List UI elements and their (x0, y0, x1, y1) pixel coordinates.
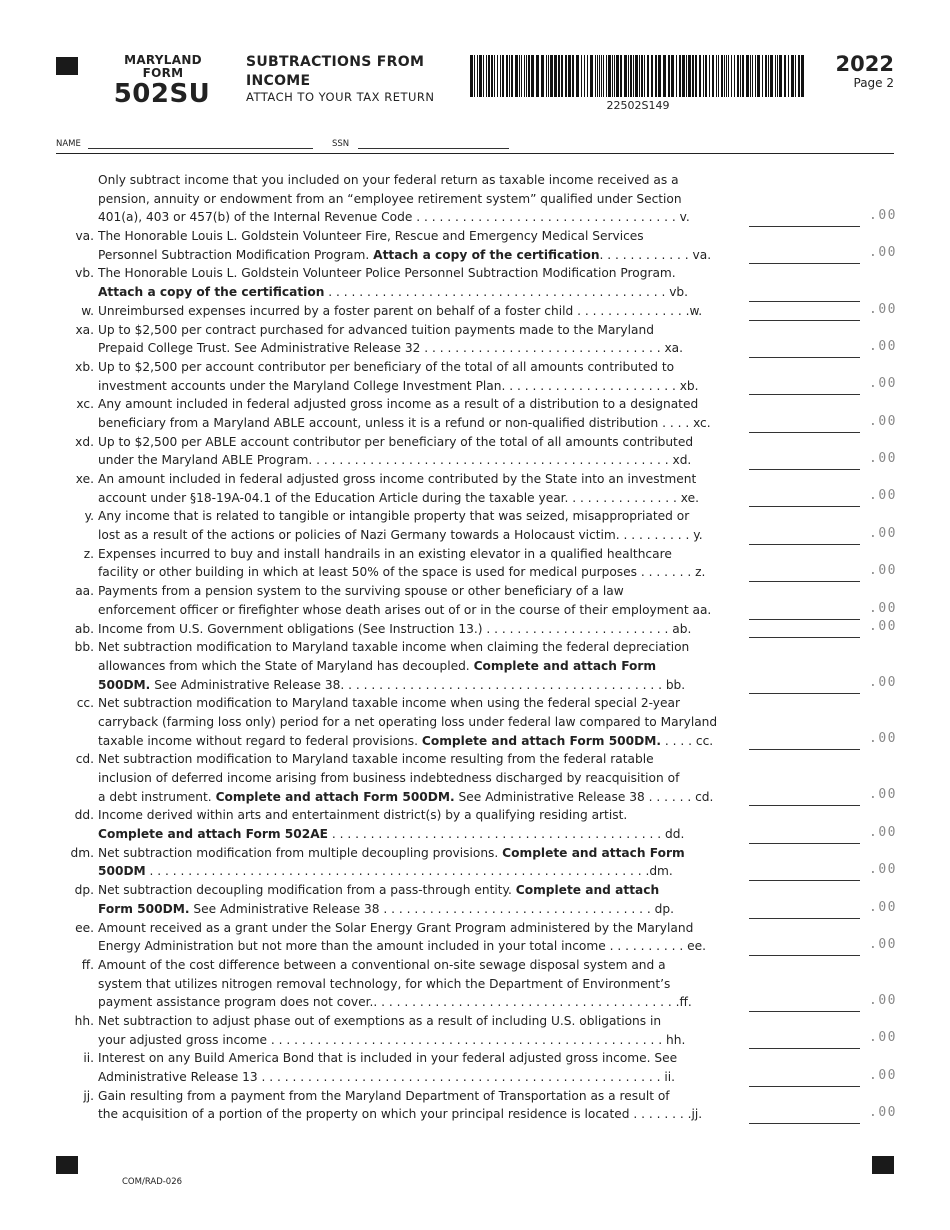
barcode-bar (676, 55, 677, 97)
form-number: 502SU (113, 79, 211, 109)
amount-cents: .00 (869, 600, 897, 616)
barcode-bar (494, 55, 495, 97)
line-label: aa. (75, 584, 94, 599)
line-text-row: Form 500DM. See Administrative Release 38 . . . . . . . . . . . . . . . . . . . . . . . . . . . . . . . . . . . dp. (98, 901, 674, 916)
amount-cents: .00 (869, 619, 897, 635)
barcode-bar (548, 55, 549, 97)
barcode-bar (639, 55, 640, 97)
barcode-bar (497, 55, 498, 97)
line-description (98, 395, 748, 432)
line-label: vb. (75, 266, 94, 281)
line-text-row: Only subtract income that you included on your federal return as taxable income received as a (98, 173, 679, 187)
ssn-field[interactable] (358, 148, 509, 149)
subtraction-line (0, 638, 950, 694)
line-description (98, 694, 748, 750)
line-label: ee. (75, 920, 94, 935)
subtraction-line (0, 806, 950, 843)
amount-cents: .00 (869, 899, 897, 915)
subtraction-line (0, 582, 950, 619)
barcode-bar (628, 55, 629, 97)
subtraction-line (0, 620, 950, 639)
tax-year: 2022 (835, 52, 894, 76)
line-description (98, 750, 748, 806)
line-label: cd. (75, 752, 94, 767)
line-text-row: your adjusted gross income . . . . . . . . . . . . . . . . . . . . . . . . . . . . . . . . . . . . . . . . . . . . . . . . . . . hh. (98, 1032, 686, 1047)
barcode-bar (581, 55, 582, 97)
barcode-bar (788, 55, 789, 97)
barcode-bar (752, 55, 753, 97)
barcode-bar (651, 55, 653, 97)
barcode-bar (791, 55, 794, 97)
line-label: xd. (75, 434, 94, 449)
amount-cents: .00 (869, 992, 897, 1008)
barcode-bar (633, 55, 634, 97)
barcode-bar (740, 55, 741, 97)
barcode-bar (502, 55, 504, 97)
barcode-bar (798, 55, 800, 97)
line-text-row: the acquisition of a portion of the property on which your principal residence is located . . . . . . . .jj. (98, 1107, 703, 1122)
barcode-bar (718, 55, 719, 97)
line-text-row: Energy Administration but not more than the amount included in your total income . . . . . . . . . . ee. (98, 939, 706, 954)
line-text-row: Up to $2,500 per account contributor per beneficiary of the total of all amounts contributed to (98, 359, 675, 374)
line-description (98, 919, 748, 956)
amount-field[interactable] (749, 1123, 860, 1124)
barcode-bar (624, 55, 627, 97)
line-text-row: Income derived within arts and entertainment district(s) by a qualifying residing artist. (98, 808, 628, 823)
subtraction-line (0, 545, 950, 582)
line-text-row: investment accounts under the Maryland College Investment Plan. . . . . . . . . . . . . . . . . . . . . . . xb. (98, 378, 699, 393)
amount-cents: .00 (869, 413, 897, 429)
line-label: ff. (81, 957, 94, 972)
barcode-bar (682, 55, 685, 97)
barcode-bar (726, 55, 727, 97)
barcode-bar (655, 55, 657, 97)
barcode-bar (531, 55, 534, 97)
amount-cents: .00 (869, 563, 897, 579)
amount-cents: .00 (869, 451, 897, 466)
barcode-bar (703, 55, 704, 97)
barcode-bar (668, 55, 670, 97)
barcode-bar (688, 55, 691, 97)
line-text-row: Any income that is related to tangible or intangible property that was seized, misappropriated or (98, 509, 690, 524)
line-text-row: Net subtraction modification from multiple decoupling provisions. Complete and attach Form (98, 845, 685, 860)
barcode-bar (483, 55, 484, 97)
line-text-row: 500DM . . . . . . . . . . . . . . . . . . . . . . . . . . . . . . . . . . . . . . . . . . . . . . . . . . . . . . . . . . . . . . . . .dm. (98, 864, 673, 879)
form-code: COM/RAD-026 (122, 1177, 183, 1187)
line-description (98, 171, 748, 227)
barcode-bar (712, 55, 714, 97)
registration-mark-bottom-right (872, 1156, 894, 1174)
registration-mark-bottom-left (56, 1156, 78, 1174)
form-state-label: MARYLAND FORM (124, 53, 202, 80)
line-label: jj. (83, 1088, 94, 1103)
line-description (98, 507, 748, 544)
line-description (98, 1049, 748, 1086)
line-label: xb. (75, 359, 94, 374)
barcode-bar (521, 55, 522, 97)
line-description (98, 620, 748, 639)
subtraction-line (0, 302, 950, 321)
form-subtitle: ATTACH TO YOUR TAX RETURN (246, 90, 435, 104)
subtraction-line (0, 1049, 950, 1086)
barcode-bar (734, 55, 735, 97)
barcode-bar (620, 55, 622, 97)
line-text-row: carryback (farming loss only) period for a net operating loss under federal law compared to Maryland (98, 714, 718, 729)
subtraction-line (0, 956, 950, 1012)
amount-cents: .00 (869, 525, 897, 541)
line-description (98, 638, 748, 694)
subtraction-line (0, 750, 950, 806)
line-text-row: a debt instrument. Complete and attach Form 500DM. See Administrative Release 38 . . . . . . cd. (98, 789, 714, 804)
barcode-bar (584, 55, 585, 97)
line-description (98, 227, 748, 264)
line-text-row: Gain resulting from a payment from the Maryland Department of Transportation as a result of (98, 1088, 670, 1103)
line-text-row: Personnel Subtraction Modification Program. Attach a copy of the certification. . . . . . . . . . . . va. (98, 247, 712, 262)
line-text-row: The Honorable Louis L. Goldstein Volunteer Fire, Rescue and Emergency Medical Services (98, 229, 644, 244)
line-text-row: An amount included in federal adjusted gross income contributed by the State into an investment (98, 472, 697, 486)
barcode-bar (801, 55, 804, 97)
barcode-bar (731, 55, 732, 97)
subtraction-line (0, 1012, 950, 1049)
header-rule (56, 153, 894, 154)
barcode-bar (644, 55, 645, 97)
line-text-row: account under §18-19A-04.1 of the Education Article during the taxable year. . . . . . . . . . . . . . . xe. (98, 490, 699, 505)
barcode-bar (477, 55, 478, 97)
line-text-row: Payments from a pension system to the surviving spouse or other beneficiary of a law (98, 584, 624, 599)
barcode-bar (479, 55, 482, 97)
line-description (98, 1012, 748, 1049)
line-text-row: lost as a result of the actions or policies of Nazi Germany towards a Holocaust victim. . . . . . . . . . y. (98, 528, 703, 543)
line-label: y. (84, 509, 94, 524)
line-text-row: Income from U.S. Government obligations (See Instruction 13.) . . . . . . . . . . . . . . . . . . . . . . . . ab. (98, 621, 692, 636)
barcode-bar (576, 55, 579, 97)
line-label: xe. (75, 472, 94, 486)
subtraction-line (0, 171, 950, 227)
barcode-bar (486, 55, 487, 97)
barcode-number: 22502S149 (606, 99, 670, 112)
barcode-bar (470, 55, 473, 97)
barcode-bar (474, 55, 475, 97)
barcode-bar (686, 55, 687, 97)
barcode-bar (705, 55, 707, 97)
barcode-bar (663, 55, 666, 97)
line-label: dp. (74, 883, 94, 898)
line-text-row: facility or other building in which at least 50% of the space is used for medical purposes . . . . . . . z. (98, 565, 706, 580)
line-label: cc. (76, 696, 94, 711)
subtraction-line (0, 1087, 950, 1124)
barcode-bar (614, 55, 615, 97)
barcode-bar (572, 55, 574, 97)
amount-cents: .00 (869, 675, 897, 691)
line-text-row: Up to $2,500 per ABLE account contributor per beneficiary of the total of all amounts contributed (98, 434, 694, 449)
barcode-bar (550, 55, 553, 97)
barcode-bar (635, 55, 638, 97)
line-text-row: Prepaid College Trust. See Administrative Release 32 . . . . . . . . . . . . . . . . . . . . . . . . . . . . . . . xa. (98, 341, 683, 356)
barcode-bar (770, 55, 773, 97)
name-label: NAME (56, 139, 81, 149)
barcode-bar (612, 55, 613, 97)
subtraction-line (0, 844, 950, 881)
barcode-bar (488, 55, 490, 97)
subtraction-line (0, 321, 950, 358)
line-label: w. (81, 303, 94, 318)
line-description (98, 806, 748, 843)
barcode-bar (728, 55, 729, 97)
name-field[interactable] (88, 148, 313, 149)
barcode-bar (755, 55, 756, 97)
barcode-bar (795, 55, 796, 97)
barcode-bar (536, 55, 539, 97)
line-text-row: Up to $2,500 per contract purchased for advanced tuition payments made to the Maryland (98, 322, 654, 337)
subtraction-line (0, 694, 950, 750)
line-text-row: Attach a copy of the certification . . . . . . . . . . . . . . . . . . . . . . . . . . . . . . . . . . . . . . . . . . . . vb. (98, 285, 689, 300)
barcode-bar (779, 55, 782, 97)
barcode-bar (658, 55, 661, 97)
barcode-bar (519, 55, 520, 97)
barcode-bar (765, 55, 767, 97)
amount-cents: .00 (869, 862, 897, 878)
barcode-bar (608, 55, 611, 97)
barcode-bar (587, 55, 588, 97)
barcode-bar (506, 55, 508, 97)
barcode-bar (603, 55, 604, 97)
amount-cents: .00 (869, 787, 897, 803)
subtraction-line (0, 395, 950, 432)
line-description (98, 1087, 748, 1124)
barcode-bar (746, 55, 749, 97)
form-title: SUBTRACTIONS FROM INCOME (246, 54, 425, 89)
line-label: dd. (74, 808, 94, 823)
line-description (98, 433, 748, 470)
amount-cents: .00 (869, 338, 897, 354)
amount-cents: .00 (869, 1067, 897, 1083)
barcode-bar (590, 55, 593, 97)
ssn-label: SSN (332, 139, 350, 149)
line-text-row: 500DM. See Administrative Release 38. . . . . . . . . . . . . . . . . . . . . . . . . . . . . . . . . . . . . . . . . . bb. (98, 677, 686, 692)
barcode-bar (742, 55, 744, 97)
amount-cents: .00 (869, 824, 897, 840)
barcode-bar (679, 55, 681, 97)
barcode-bar (768, 55, 769, 97)
subtraction-line (0, 433, 950, 470)
line-text-row: Unreimbursed expenses incurred by a foster parent on behalf of a foster child . . . . . . . . . . . . . . .w. (98, 303, 703, 318)
line-text-row: Net subtraction modification to Maryland taxable income resulting from the federal ratable (98, 752, 654, 767)
amount-cents: .00 (869, 488, 897, 504)
line-text-row: allowances from which the State of Maryland has decoupled. Complete and attach Form (98, 658, 657, 673)
line-text-row: under the Maryland ABLE Program. . . . . . . . . . . . . . . . . . . . . . . . . . . . . . . . . . . . . . . . . . . . . . . xd. (98, 453, 692, 468)
barcode-bar (565, 55, 567, 97)
line-label: z. (83, 546, 94, 561)
line-description (98, 470, 748, 507)
barcode-bar (775, 55, 776, 97)
barcode-bar (630, 55, 632, 97)
line-text-row: Net subtraction decoupling modification from a pass-through entity. Complete and attach (98, 883, 660, 898)
amount-cents: .00 (869, 245, 897, 261)
barcode-bar (692, 55, 694, 97)
barcode-bar (784, 55, 786, 97)
barcode-bar (724, 55, 725, 97)
line-text-row: 401(a), 403 or 457(b) of the Internal Revenue Code . . . . . . . . . . . . . . . . . . . . . . . . . . . . . . . . . . v. (98, 210, 690, 225)
amount-cents: .00 (869, 731, 897, 747)
amount-cents: .00 (869, 1105, 897, 1121)
line-label: ii. (83, 1051, 94, 1066)
barcode-bar (546, 55, 547, 97)
subtraction-line (0, 881, 950, 918)
barcode-bar (671, 55, 674, 97)
barcode-bar (568, 55, 571, 97)
line-text-row: beneficiary from a Maryland ABLE account, unless it is a refund or non-qualified distribution . . . . xc. (98, 415, 711, 430)
barcode-bar (558, 55, 560, 97)
line-label: ab. (74, 621, 94, 636)
barcode-bar (709, 55, 710, 97)
barcode-bar (616, 55, 619, 97)
registration-mark-top-left (56, 57, 78, 75)
line-description (98, 321, 748, 358)
barcode-bar (606, 55, 607, 97)
barcode-bar (595, 55, 596, 97)
barcode-bar (500, 55, 501, 97)
line-label: xa. (75, 322, 94, 337)
line-text-row: Net subtraction modification to Maryland taxable income when using the federal special 2-year (98, 696, 680, 711)
line-label: bb. (74, 640, 94, 655)
amount-cents: .00 (869, 301, 897, 317)
subtraction-line (0, 227, 950, 264)
line-text-row: Interest on any Build America Bond that is included in your federal adjusted gross income. See (98, 1051, 678, 1066)
line-text-row: system that utilizes nitrogen removal technology, for which the Department of Environment’s (98, 976, 671, 991)
line-label: xc. (76, 397, 94, 412)
barcode-bar (777, 55, 778, 97)
barcode-bar (762, 55, 763, 97)
barcode-bar (524, 55, 525, 97)
barcode-bar (757, 55, 760, 97)
barcode-bar (699, 55, 701, 97)
barcode-bar (491, 55, 493, 97)
line-text-row: Net subtraction to adjust phase out of exemptions as a result of including U.S. obligations in (98, 1013, 662, 1028)
subtraction-line (0, 358, 950, 395)
barcode-bar (541, 55, 544, 97)
barcode-bar (716, 55, 717, 97)
barcode (470, 55, 806, 97)
line-label: dm. (70, 845, 94, 860)
line-text-row: Administrative Release 13 . . . . . . . . . . . . . . . . . . . . . . . . . . . . . . . . . . . . . . . . . . . . . . . . . . . . ii. (98, 1070, 676, 1084)
subtraction-line (0, 470, 950, 507)
subtraction-line (0, 507, 950, 544)
barcode-bar (528, 55, 530, 97)
line-description (98, 358, 748, 395)
barcode-bar (599, 55, 600, 97)
barcode-bar (561, 55, 563, 97)
line-description (98, 881, 748, 918)
barcode-bar (515, 55, 518, 97)
line-text-row: inclusion of deferred income arising from business indebtedness discharged by reacquisition of (98, 771, 680, 785)
line-text-row: Expenses incurred to buy and install handrails in an existing elevator in a qualified healthcare (98, 546, 672, 561)
amount-cents: .00 (869, 1030, 897, 1046)
line-description (98, 582, 748, 619)
line-text-row: Complete and attach Form 502AE . . . . . . . . . . . . . . . . . . . . . . . . . . . . . . . . . . . . . . . . . . . dd. (98, 827, 685, 842)
line-description (98, 545, 748, 582)
line-text-row: Any amount included in federal adjusted gross income as a result of a distribution to a designated (98, 397, 699, 412)
barcode-bar (641, 55, 643, 97)
line-text-row: Amount of the cost difference between a conventional on-site sewage disposal system and a (98, 957, 666, 972)
amount-cents: .00 (869, 376, 897, 392)
line-text-row: pension, annuity or endowment from an “employee retirement system” qualified under Section (98, 191, 682, 206)
barcode-bar (601, 55, 602, 97)
line-text-row: The Honorable Louis L. Goldstein Volunteer Police Personnel Subtraction Modification Program. (98, 266, 676, 281)
amount-cents: .00 (869, 208, 897, 224)
page-number: Page 2 (853, 76, 894, 90)
line-text-row: enforcement officer or firefighter whose death arises out of or in the course of their employment aa. (98, 602, 712, 617)
line-label: hh. (74, 1013, 94, 1028)
barcode-bar (511, 55, 513, 97)
barcode-bar (509, 55, 510, 97)
barcode-bar (737, 55, 739, 97)
barcode-bar (597, 55, 598, 97)
line-text-row: Net subtraction modification to Maryland taxable income when claiming the federal depreciation (98, 640, 690, 655)
amount-cents: .00 (869, 936, 897, 952)
line-label: va. (75, 229, 94, 244)
barcode-bar (554, 55, 557, 97)
subtraction-line (0, 264, 950, 301)
barcode-bar (695, 55, 697, 97)
line-description (98, 302, 748, 321)
line-text-row: Amount received as a grant under the Solar Energy Grant Program administered by the Maryland (98, 920, 694, 935)
line-text-row: taxable income without regard to federal provisions. Complete and attach Form 500DM. . . . . cc. (98, 733, 714, 748)
barcode-bar (721, 55, 723, 97)
subtraction-lines (0, 171, 950, 1124)
barcode-bar (526, 55, 527, 97)
line-description (98, 956, 748, 1012)
line-text-row: payment assistance program does not cover.. . . . . . . . . . . . . . . . . . . . . . . . . . . . . . . . . . . . . . . .ff. (98, 995, 692, 1010)
line-description (98, 844, 748, 881)
barcode-bar (750, 55, 751, 97)
subtraction-line (0, 919, 950, 956)
barcode-bar (647, 55, 649, 97)
line-description (98, 264, 748, 301)
